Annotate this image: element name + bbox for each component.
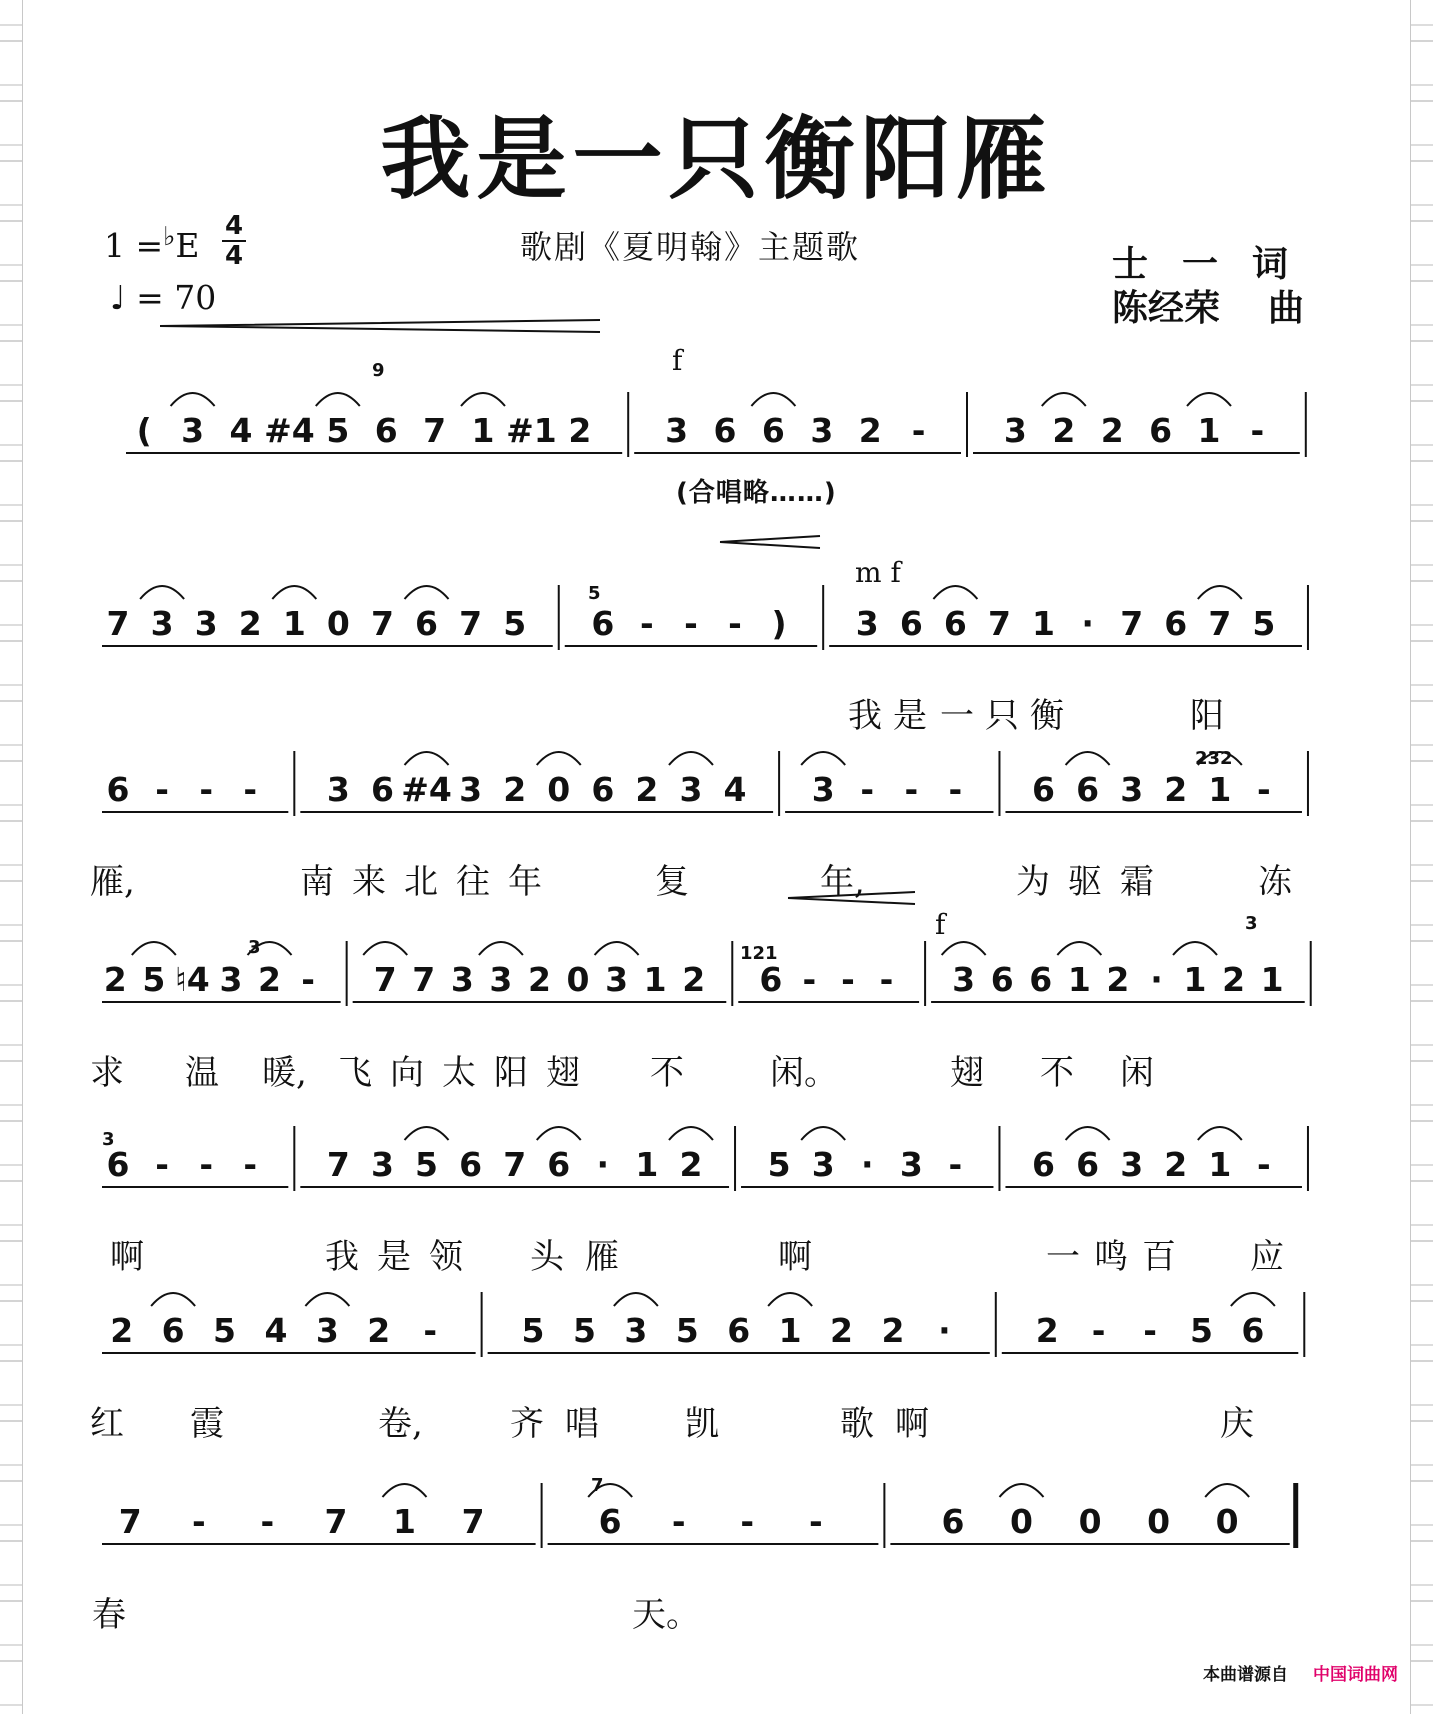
note: 2 [568,411,592,450]
slur [669,1127,713,1140]
lyric-syllable: 鸣 [1094,1237,1128,1277]
lyric-syllable: 不 [650,1053,684,1093]
lyric-syllable: 霞 [190,1404,224,1444]
note: 3 [605,960,629,999]
composer-credit: 陈经荣 曲 [1112,288,1305,329]
lyric-syllable: 翅 [546,1053,580,1093]
slur [1066,1127,1110,1140]
note: - [879,960,894,999]
slur [1198,752,1242,765]
lyric-syllable: 飞 [338,1053,372,1093]
note: 3 [459,770,483,809]
note: 2 [881,1311,905,1350]
grace-note-3a: 3 [248,937,261,958]
note: - [301,960,315,999]
note: 1 [282,604,306,643]
lyric-syllable: 啊 [895,1404,929,1444]
note: ) [771,604,787,643]
note: 2 [858,411,882,450]
subtitle: 歌剧《夏明翰》主题歌 [520,228,861,266]
slur [272,586,316,599]
note: 0 [547,770,571,809]
quarter-note-icon: ♩ [110,278,126,317]
slur [933,586,977,599]
lyricist-credit: 士一词 [1112,244,1323,285]
note: 2 [830,1311,854,1350]
note: 2 [103,960,127,999]
lyric-syllable: 不 [1040,1053,1074,1093]
lyric-syllable: 春 [92,1595,126,1635]
note: - [802,960,817,999]
note: - [1250,411,1265,450]
slur [614,1293,658,1306]
slur [1231,1293,1275,1306]
note: 7 [503,1145,527,1184]
note: 6 [459,1145,483,1184]
slur [588,1484,632,1497]
lyric-syllable: 南 [300,862,334,902]
note: 6 [598,1502,622,1541]
note: 6 [1164,604,1188,643]
note: - [1143,1311,1157,1350]
slur [537,1127,581,1140]
note: 7 [324,1502,348,1541]
lyric-syllable: 温 [185,1053,219,1093]
note: 6 [161,1311,185,1350]
slur [383,1484,427,1497]
note: #4 [401,770,452,809]
note: - [199,1145,214,1184]
note: - [841,960,855,999]
key-signature: 1 =♭E [104,222,200,265]
note: ( [136,411,152,450]
note: 4 [723,770,747,809]
note: - [948,770,963,809]
note: 3 [810,411,834,450]
note: 7 [412,960,436,999]
chorus-note: (合唱略……) [676,478,837,508]
slur [1057,942,1101,955]
lyric-syllable: 啊 [110,1237,144,1277]
note: - [191,1502,206,1541]
slur [248,942,292,955]
note: - [243,1145,258,1184]
source-site: 中国词曲网 [1313,1665,1398,1685]
lyric-syllable: 为 [1016,862,1050,902]
note: 5 [213,1311,237,1350]
note: 3 [1003,411,1027,450]
lyric-syllable: 是 [893,696,927,736]
note: 6 [990,960,1014,999]
lyric-syllable: 向 [390,1053,424,1093]
note: - [243,770,258,809]
lyric-syllable: 一 [940,696,974,736]
time-signature: 4 4 [222,212,246,270]
dynamic-f-1: f [672,344,683,377]
note: - [423,1311,438,1350]
note: 7 [370,604,394,643]
note: 2 [682,960,706,999]
note: 2 [635,770,659,809]
note: - [740,1502,755,1541]
note: - [1257,1145,1271,1184]
note: 6 [106,770,130,809]
note: #1 [506,411,557,450]
lyric-syllable: 北 [404,862,438,902]
grace-note-3b: 3 [102,1129,115,1150]
lyric-syllable: 庆 [1220,1404,1254,1444]
note: · [938,1311,951,1350]
note: 2 [1164,770,1188,809]
slur [942,942,986,955]
tempo-marking: ♩ = 70 [110,278,217,317]
slur [1205,1484,1249,1497]
note: 3 [952,960,976,999]
lyric-syllable: 头 [530,1237,564,1277]
note: 0 [326,604,350,643]
lyric-syllable: 霜 [1120,862,1154,902]
note: 6 [713,411,737,450]
note: 2 [1164,1145,1188,1184]
note: 1 [635,1145,659,1184]
slur [461,393,505,406]
note: #4 [264,411,315,450]
dynamic-f-2: f [935,908,946,941]
lyric-syllable: 齐 [510,1404,544,1444]
note: 1 [778,1311,802,1350]
note: 6 [1032,1145,1056,1184]
note: - [155,1145,169,1184]
note: 1 [1197,411,1221,450]
note: 6 [761,411,785,450]
note: 0 [1078,1502,1102,1541]
slur [316,393,360,406]
note: 3 [679,770,703,809]
lyric-syllable: 太 [442,1053,476,1093]
grace-note-232: 232 [1195,748,1233,769]
note: 6 [1241,1311,1265,1350]
note: 5 [521,1311,545,1350]
note: 6 [1076,770,1100,809]
note: 1 [643,960,667,999]
note: 3 [315,1311,339,1350]
lyric-syllable: 来 [352,862,386,902]
note: - [904,770,919,809]
note: 6 [941,1502,965,1541]
note: 2 [238,604,262,643]
note: 6 [1149,411,1173,450]
note: · [1081,604,1094,643]
note: - [1091,1311,1106,1350]
note: 3 [899,1145,923,1184]
note: 2 [1106,960,1130,999]
song-title: 我是一只衡阳雁 [380,106,1053,212]
note: - [671,1502,686,1541]
note: 0 [1010,1502,1033,1541]
lyric-syllable: 翅 [950,1053,984,1093]
note: 0 [1215,1502,1239,1541]
slur [171,393,215,406]
slur [405,1127,449,1140]
note: 3 [194,604,218,643]
slur [140,586,184,599]
note: 1 [393,1502,416,1541]
note: 6 [759,960,783,999]
lyric-syllable: 红 [90,1404,124,1444]
note: 2 [527,960,551,999]
note: 7 [326,1145,350,1184]
note: 7 [459,604,483,643]
slur [1066,752,1110,765]
dynamic-mf: m f [855,556,901,589]
lyric-syllable: 复 [655,862,689,902]
note: 4 [229,411,253,450]
note: 7 [461,1502,485,1541]
note: 3 [326,770,350,809]
note: - [199,770,214,809]
hairpin-1 [0,318,1433,358]
note: 7 [423,411,447,450]
note: - [684,604,698,643]
note: 6 [727,1311,751,1350]
lyric-syllable: 唱 [565,1404,599,1444]
note: 2 [110,1311,134,1350]
note: 6 [591,770,615,809]
slur [801,752,845,765]
lyric-syllable: 闲。 [770,1053,838,1093]
note: · [860,1145,874,1184]
slur [768,1293,812,1306]
note: 3 [450,960,474,999]
note: 5 [142,960,166,999]
note: 7 [106,604,130,643]
note: 6 [591,604,615,643]
tuplet-9: 9 [372,360,385,381]
note: 3 [219,960,243,999]
note: - [155,770,169,809]
slur [1173,942,1217,955]
note: 7 [1208,604,1232,643]
lyric-syllable: 啊 [778,1237,812,1277]
hairpin-3 [0,890,1433,930]
slur [305,1293,349,1306]
note: 3 [370,1145,394,1184]
lyric-syllable: 卷, [378,1404,423,1444]
note: 3 [665,411,689,450]
note: 3 [1120,770,1144,809]
note: 3 [624,1311,648,1350]
note: - [860,770,875,809]
note: 6 [943,604,967,643]
note: 6 [547,1145,571,1184]
lyric-syllable: 求 [90,1053,124,1093]
note: 2 [258,960,282,999]
slur [479,942,523,955]
note: 5 [572,1311,596,1350]
slur [132,942,176,955]
note: - [808,1502,823,1541]
hairpin-2 [0,534,1433,574]
grace-note-7: 7 [591,1475,604,1496]
lyric-syllable: 暖, [262,1053,307,1093]
slur [1198,586,1242,599]
staff-system-1 [0,362,1433,482]
slur [595,942,639,955]
note: 3 [811,770,835,809]
note: 2 [1035,1311,1059,1350]
lyric-syllable: 我 [325,1237,359,1277]
note: 5 [326,411,350,450]
note: 6 [1076,1145,1100,1184]
lyric-syllable: 往 [456,862,490,902]
note: · [596,1145,610,1184]
lyric-syllable: 是 [377,1237,411,1277]
note: · [1150,960,1163,999]
slur [1042,393,1086,406]
note: 3 [150,604,174,643]
note: 2 [503,770,527,809]
grace-note-5: 5 [588,583,601,604]
lyric-syllable: 冻 [1258,862,1292,902]
note: 1 [1067,960,1091,999]
note: 7 [987,604,1011,643]
note: 2 [679,1145,703,1184]
note: 0 [1147,1502,1171,1541]
note: 5 [415,1145,439,1184]
note: 6 [106,1145,130,1184]
lyric-line-7 [0,1587,1433,1635]
slur [751,393,795,406]
lyric-syllable: 歌 [840,1404,874,1444]
note: ♮4 [175,960,210,999]
note: 5 [1252,604,1276,643]
lyric-syllable: 应 [1250,1237,1284,1277]
note: 5 [767,1145,791,1184]
staff-system-3 [0,721,1433,841]
slur [405,752,449,765]
staff-system-5 [0,1096,1433,1216]
lyric-syllable: 一 [1046,1237,1080,1277]
note: 0 [566,960,590,999]
note: 7 [373,960,397,999]
note: 1 [1208,1145,1232,1184]
slur [1187,393,1231,406]
lyric-syllable: 雁 [585,1237,619,1277]
note: 7 [118,1502,142,1541]
note: 7 [1120,604,1144,643]
note: - [640,604,654,643]
source-label: 本曲谱源自 [1203,1665,1288,1685]
lyric-syllable: 领 [429,1237,463,1277]
lyric-syllable: 年 [508,862,542,902]
note: 3 [489,960,513,999]
note: 3 [811,1145,835,1184]
note: 3 [855,604,879,643]
lyric-line-6 [0,1396,1433,1444]
note: 6 [370,770,394,809]
note: 6 [899,604,923,643]
note: 3 [181,411,205,450]
note: - [1257,770,1271,809]
lyric-syllable: 衡 [1030,696,1064,736]
grace-note-121: 121 [740,943,778,964]
lyric-syllable: 阳 [494,1053,528,1093]
note: 1 [1208,770,1232,809]
note: 5 [675,1311,699,1350]
note: 3 [1120,1145,1144,1184]
note: 2 [1052,411,1076,450]
lyric-syllable: 闲 [1120,1053,1154,1093]
staff-system-7 [0,1453,1433,1573]
lyric-syllable: 凯 [685,1404,719,1444]
note: 2 [1100,411,1124,450]
lyric-syllable: 驱 [1068,862,1102,902]
note: 6 [1029,960,1053,999]
slur [405,586,449,599]
note: 4 [264,1311,288,1350]
lyric-syllable: 天。 [632,1595,700,1635]
lyric-syllable: 阳 [1190,696,1224,736]
slur [669,752,713,765]
note: 1 [1032,604,1056,643]
slur [801,1127,845,1140]
note: - [948,1145,963,1184]
lyric-line-4 [0,1045,1433,1093]
slur [1000,1484,1044,1497]
staff-system-6 [0,1262,1433,1382]
note: 1 [1183,960,1207,999]
lyric-syllable: 只 [985,696,1019,736]
tuplet-3: 3 [1245,913,1258,934]
lyric-syllable: 百 [1142,1237,1176,1277]
note: 2 [367,1311,391,1350]
note: - [911,411,926,450]
note: 6 [1032,770,1056,809]
slur [151,1293,195,1306]
lyric-syllable: 年, [820,862,865,902]
note: 6 [374,411,398,450]
note: 5 [503,604,527,643]
note: 5 [1189,1311,1213,1350]
note: - [728,604,742,643]
note: 2 [1222,960,1246,999]
note: 6 [415,604,439,643]
note: 1 [1260,960,1284,999]
slur [1198,1127,1242,1140]
slur [537,752,581,765]
lyric-syllable: 雁, [90,862,135,902]
note: 1 [471,411,495,450]
lyric-syllable: 我 [848,696,882,736]
note: - [260,1502,275,1541]
slur [363,942,407,955]
